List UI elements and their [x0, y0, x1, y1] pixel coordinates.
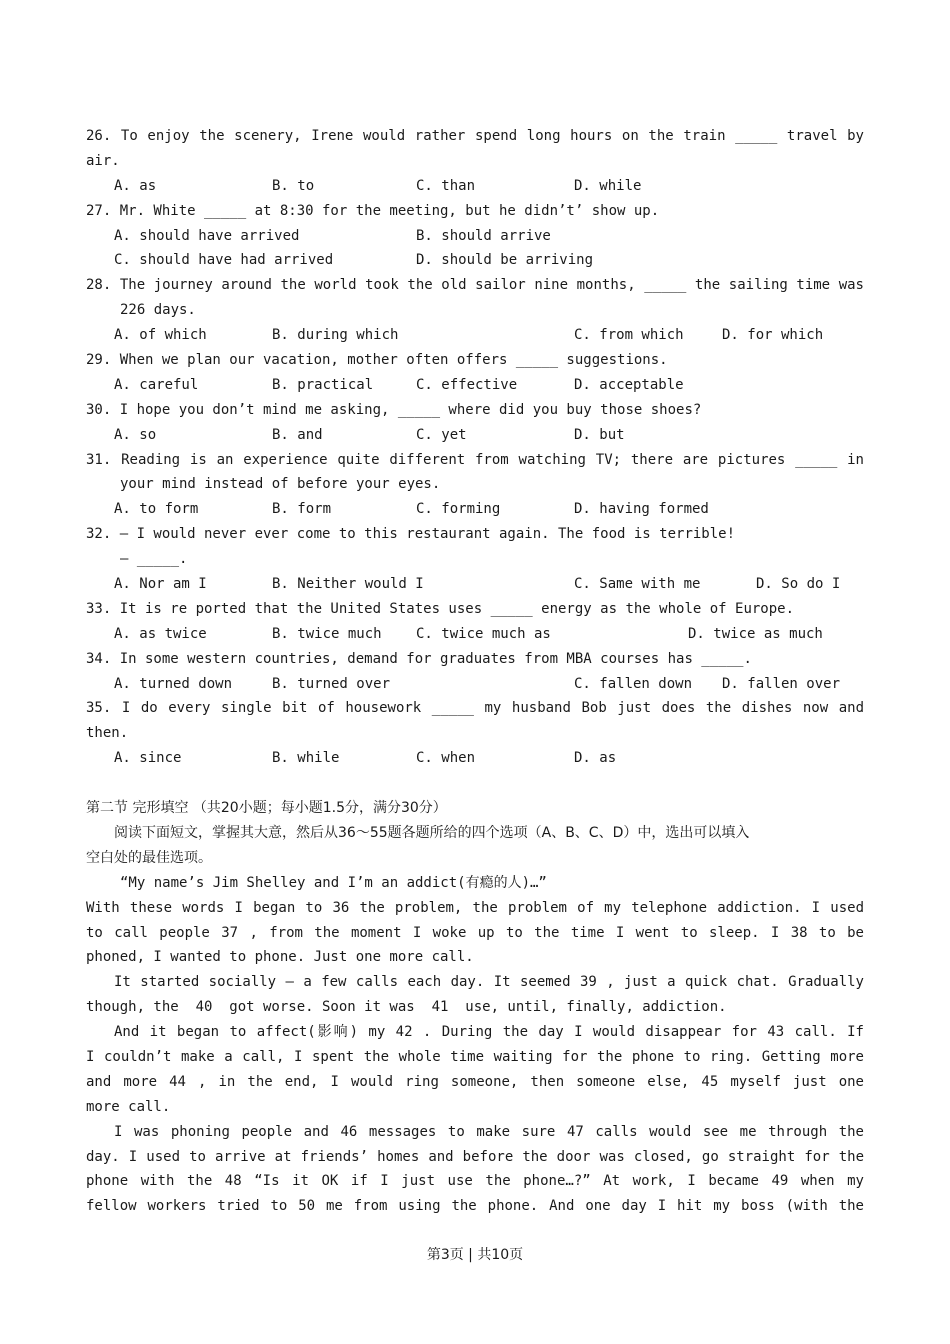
question-28-stem-cont: 226 days.: [120, 302, 196, 319]
option-c: C. when: [416, 750, 476, 767]
option-a: A. of which: [114, 327, 207, 344]
option-a: A. careful: [114, 376, 199, 393]
option-a: A. since: [114, 750, 182, 767]
option-d: D. having formed: [574, 501, 709, 518]
option-b: B. Neither would I: [272, 576, 424, 593]
question-28-options: [86, 323, 864, 348]
question-28-stem: 28. The journey around the world took the old sailor nine months, _____ the sailing time was: [86, 277, 864, 294]
option-c: C. Same with me: [574, 576, 701, 593]
question-34-stem: 34. In some western countries, demand for graduates from MBA courses has _____.: [86, 650, 752, 667]
passage-line-11: I was phoning people and 46 messages to make sure 47 calls would see me through the: [114, 1123, 864, 1140]
option-a: A. as twice: [114, 625, 207, 642]
option-d: D. should be arriving: [416, 252, 594, 269]
question-26-stem: 26. To enjoy the scenery, Irene would rather spend long hours on the train _____ travel by: [86, 128, 864, 144]
option-c: C. twice much as: [416, 625, 551, 642]
option-d: D. twice as much: [688, 625, 823, 642]
question-33-stem: 33. It is re ported that the United States uses _____ energy as the whole of Europe.: [86, 600, 795, 617]
option-b: B. form: [272, 501, 332, 518]
question-27-options-row1: [86, 224, 864, 249]
option-b: B. practical: [272, 376, 374, 393]
question-29-options: [86, 373, 864, 398]
question-31-options: [86, 497, 864, 522]
question-32-options: [86, 572, 864, 597]
question-27-options-row2: [86, 248, 864, 273]
option-d: D. but: [574, 426, 625, 443]
option-a: A. so: [114, 426, 157, 443]
option-d: D. while: [574, 177, 642, 194]
passage-line-10: more call.: [86, 1098, 171, 1115]
question-26-options: [86, 174, 864, 199]
section-spacer: [86, 771, 864, 796]
passage-line-2: With these words I began to 36 the problem, the problem of my telephone addiction. I used: [86, 899, 864, 916]
option-a: A. as: [114, 177, 157, 194]
question-32-stem-cont: — _____.: [120, 551, 188, 568]
option-b: B. and: [272, 426, 323, 443]
option-a: A. turned down: [114, 675, 233, 692]
option-b: B. during which: [272, 327, 399, 344]
option-d: D. acceptable: [574, 376, 684, 393]
option-a: A. should have arrived: [114, 227, 300, 244]
option-b: B. to: [272, 177, 315, 194]
passage-line-7: And it began to affect(影响) my 42 . During the day I would disappear for 43 call. If: [114, 1024, 864, 1041]
option-c: C. should have had arrived: [114, 252, 334, 269]
passage-line-3: to call people 37 , from the moment I woke up to the time I went to sleep. I 38 to be: [86, 924, 864, 941]
passage-line-8: I couldn’t make a call, I spent the whole time waiting for the phone to ring. Getting more: [86, 1048, 864, 1065]
passage-line-13: phone with the 48 “Is it OK if I just use the phone…?” At work, I became 49 when my: [86, 1173, 864, 1190]
option-c: C. than: [416, 177, 476, 194]
question-33-options: [86, 622, 864, 647]
section-2-instructions: 阅读下面短文，掌握其大意，然后从36～55题各题所给的四个选项（A、B、C、D）中，选出可以填入: [114, 824, 750, 841]
option-b: B. turned over: [272, 675, 391, 692]
question-27-stem: 27. Mr. White _____ at 8:30 for the meeting, but he didn’t’ show up.: [86, 202, 660, 219]
option-c: C. yet: [416, 426, 467, 443]
option-c: C. from which: [574, 327, 684, 344]
passage-line-4: phoned, I wanted to phone. Just one more call.: [86, 949, 474, 966]
question-30-options: [86, 423, 864, 448]
question-34-options: [86, 672, 864, 697]
passage-line-1: “My name’s Jim Shelley and I’m an addict(有瘾的人)…”: [120, 874, 547, 891]
question-31-stem: 31. Reading is an experience quite different from watching TV; there are pictures _____ in: [86, 451, 864, 468]
option-d: D. as: [574, 750, 617, 767]
option-d: D. fallen over: [722, 675, 841, 692]
passage-line-12: day. I used to arrive at friends’ homes and before the door was closed, go straight for the: [86, 1148, 864, 1165]
option-c: C. effective: [416, 376, 518, 393]
option-b: B. while: [272, 750, 340, 767]
section-2-heading: 第二节 完形填空 （共20小题；每小题1.5分，满分30分）: [86, 800, 447, 817]
option-b: B. twice much: [272, 625, 382, 642]
question-32-stem: 32. — I would never ever come to this restaurant again. The food is terrible!: [86, 526, 736, 543]
option-c: C. fallen down: [574, 675, 693, 692]
question-35-stem: 35. I do every single bit of housework _____ my husband Bob just does the dishes now and: [86, 700, 864, 717]
option-b: B. should arrive: [416, 227, 551, 244]
question-35-options: [86, 746, 864, 771]
question-35-stem-cont: then.: [86, 725, 129, 742]
option-c: C. forming: [416, 501, 501, 518]
option-a: A. to form: [114, 501, 199, 518]
passage-line-14: fellow workers tried to 50 me from using the phone. And one day I hit my boss (with the: [86, 1198, 864, 1215]
option-d: D. for which: [722, 327, 824, 344]
option-a: A. Nor am I: [114, 576, 207, 593]
passage-line-5: It started socially — a few calls each day. It seemed 39 , just a quick chat. Gradually: [114, 974, 864, 991]
section-2-instructions-cont: 空白处的最佳选项。: [86, 849, 212, 866]
passage-line-6: though, the 40 got worse. Soon it was 41 use, until, finally, addiction.: [86, 999, 727, 1016]
passage-line-9: and more 44 , in the end, I would ring someone, then someone else, 45 myself just one: [86, 1073, 864, 1090]
question-30-stem: 30. I hope you don’t mind me asking, _____ where did you buy those shoes?: [86, 401, 702, 418]
question-29-stem: 29. When we plan our vacation, mother often offers _____ suggestions.: [86, 352, 668, 369]
page-content: [86, 124, 864, 1219]
question-31-stem-cont: your mind instead of before your eyes.: [120, 476, 441, 493]
page-footer: 第3页 | 共10页: [426, 1247, 524, 1263]
question-26-stem-cont: air.: [86, 152, 120, 169]
option-d: D. So do I: [756, 576, 841, 593]
